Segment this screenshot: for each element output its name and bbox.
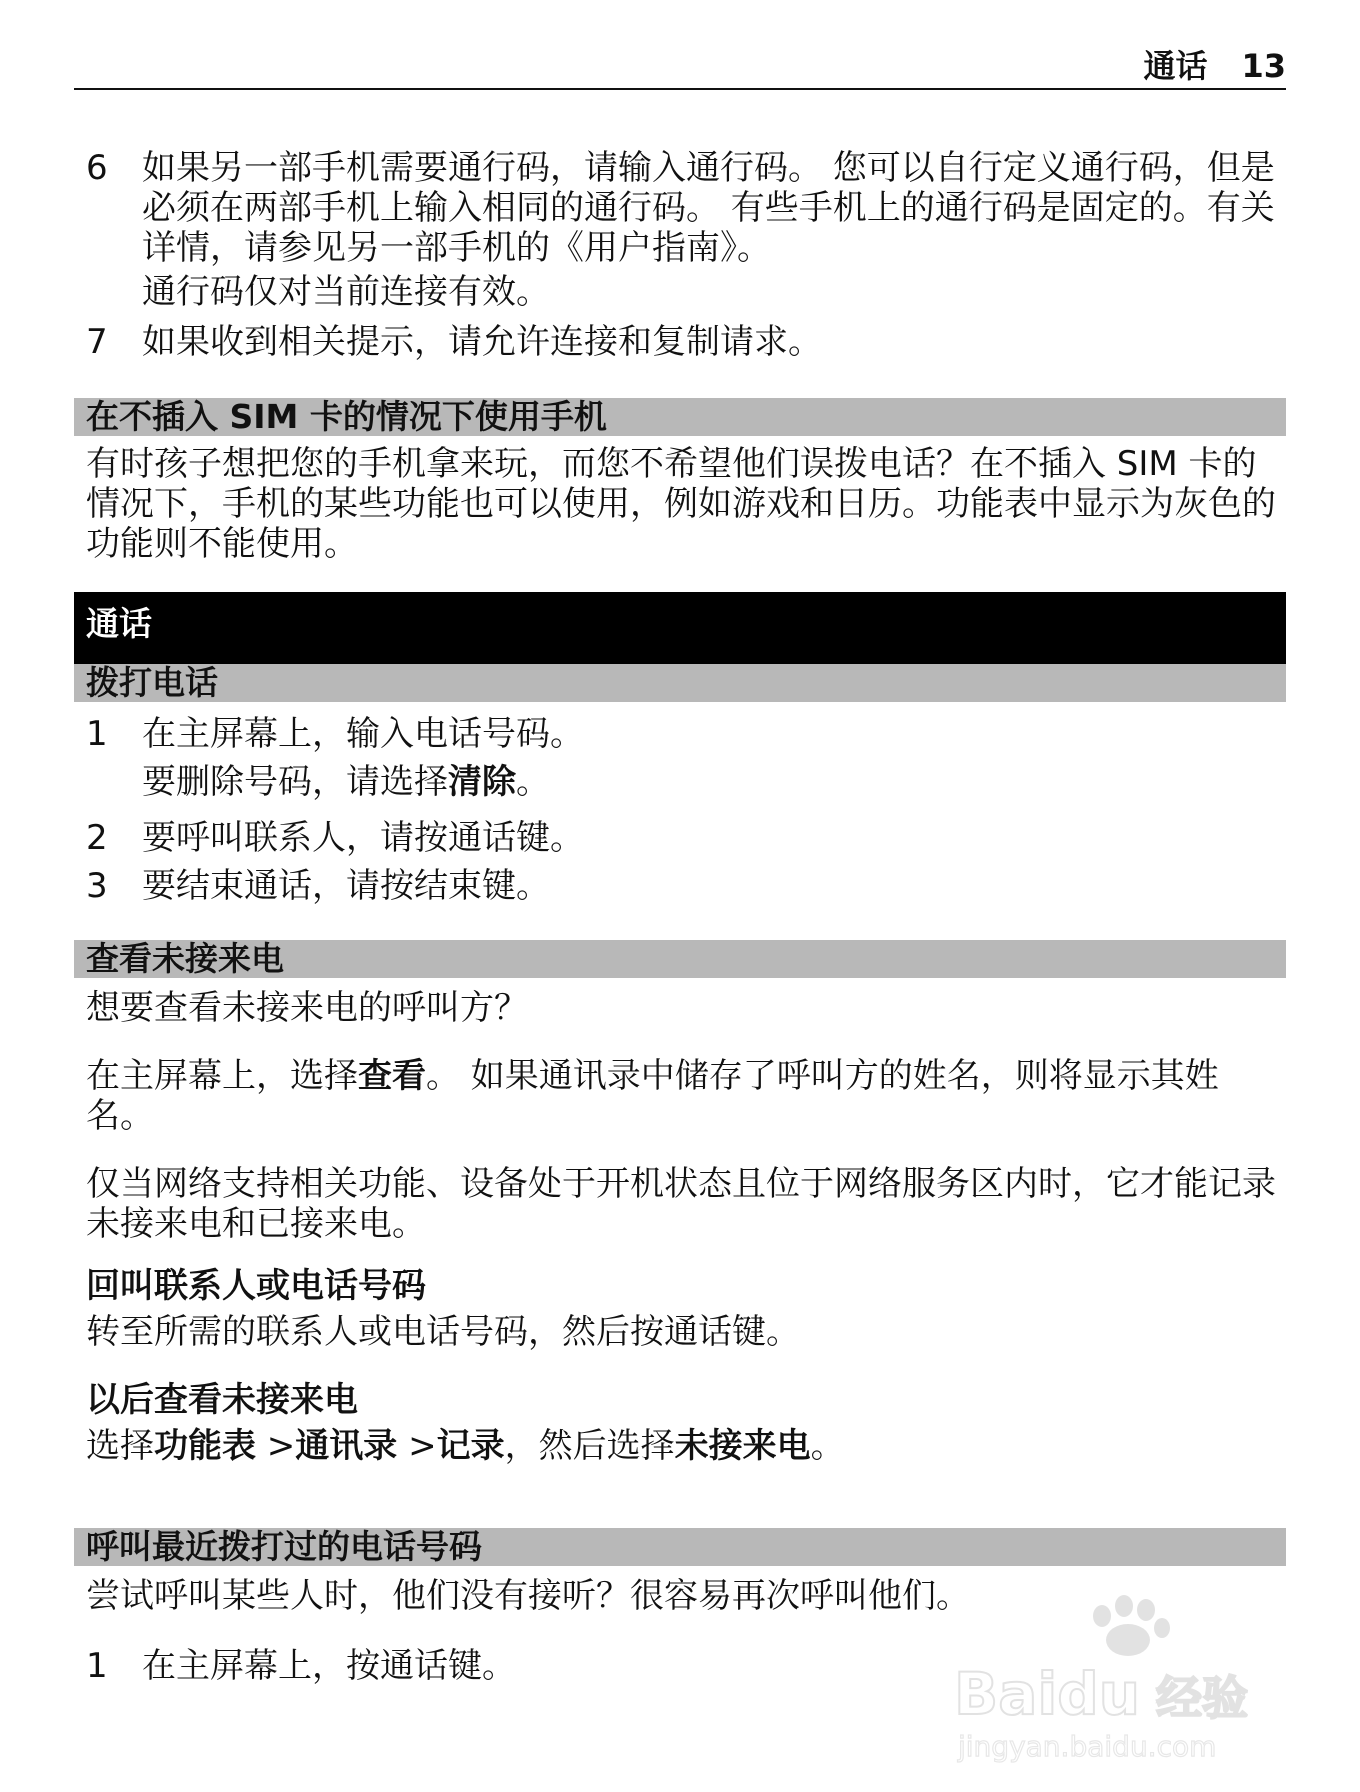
list-item (86, 148, 1286, 268)
step-text: 在主屏幕上，按通话键。 (142, 1646, 516, 1686)
paw-icon (1093, 1595, 1170, 1656)
passcode-note: 通行码仅对当前连接有效。 (142, 272, 550, 312)
contacts-option: 通讯录 (295, 1426, 398, 1466)
path-separator: > (256, 1426, 296, 1466)
step-number: 1 (86, 1646, 108, 1686)
list-item (86, 714, 1286, 754)
menu-option: 功能表 (154, 1426, 256, 1466)
later-pre: 选择 (86, 1426, 154, 1466)
path-separator: > (397, 1426, 437, 1466)
running-header (74, 46, 1286, 90)
step-text: 要呼叫联系人，请按通话键。 (142, 818, 584, 858)
watermark-url: jingyan.baidu.com (958, 1730, 1217, 1763)
brand-bai: Bai (954, 1660, 1058, 1728)
step-text: 要结束通话，请按结束键。 (142, 866, 550, 906)
view-pre: 在主屏幕上，选择 (86, 1056, 358, 1096)
delete-pre: 要删除号码，请选择 (142, 762, 448, 802)
section-heading-redial: 呼叫最近拨打过的电话号码 (74, 1528, 1286, 1566)
step-text: 如果另一部手机需要通行码，请输入通行码。 您可以自行定义通行码，但是必须在两部手机上输入相同的通行码。 有些手机上的通行码是固定的。有关详情，请参见另一部手机的《用户指南》。 (142, 148, 1275, 268)
header-title: 通话 (1143, 47, 1208, 85)
network-note: 仅当网络支持相关功能、设备处于开机状态且位于网络服务区内时，它才能记录未接来电和已接来电。 (86, 1164, 1276, 1244)
delete-post: 。 (516, 762, 550, 802)
later-mid: ，然后选择 (504, 1426, 675, 1466)
baidu-watermark (948, 1588, 1288, 1768)
section-heading-make-call: 拨打电话 (74, 664, 1286, 702)
log-option: 记录 (436, 1426, 505, 1466)
list-item (86, 322, 1286, 362)
subheading-call-back: 回叫联系人或电话号码 (86, 1266, 426, 1306)
list-item (86, 818, 1286, 858)
missed-intro: 想要查看未接来电的呼叫方？ (86, 988, 528, 1028)
missed-view-text (86, 1056, 1286, 1136)
section-heading-missed-calls: 查看未接来电 (74, 940, 1286, 978)
brand-du: du (1057, 1660, 1141, 1728)
list-item (86, 866, 1286, 906)
clear-option: 清除 (448, 762, 516, 802)
step-number: 2 (86, 818, 108, 858)
view-later-text (86, 1426, 1286, 1466)
step-number: 1 (86, 714, 108, 754)
svg-text:Baidu (954, 1660, 1140, 1728)
later-post: 。 (810, 1426, 845, 1466)
view-option: 查看 (358, 1056, 426, 1096)
no-sim-body: 有时孩子想把您的手机拿来玩，而您不希望他们误拨电话？在不插入 SIM 卡的情况下，手机的某些功能也可以使用，例如游戏和日历。功能表中显示为灰色的功能则不能使用。 (86, 444, 1276, 564)
step-text: 如果收到相关提示，请允许连接和复制请求。 (142, 322, 822, 362)
delete-number-note (142, 762, 1282, 802)
chapter-title: 通话 (74, 592, 1286, 664)
step-number: 3 (86, 866, 108, 906)
brand-cn: 经验 (1156, 1671, 1248, 1725)
step-number: 7 (86, 322, 108, 362)
missed-calls-option: 未接来电 (674, 1426, 811, 1466)
view-post: 。 如果通讯录中储存了呼叫方的姓名，则将显示其姓名。 (86, 1056, 1219, 1136)
step-text: 在主屏幕上，输入电话号码。 (142, 714, 584, 754)
section-heading-no-sim: 在不插入 SIM 卡的情况下使用手机 (74, 398, 1286, 436)
redial-intro: 尝试呼叫某些人时，他们没有接听？很容易再次呼叫他们。 (86, 1576, 970, 1616)
subheading-view-later: 以后查看未接来电 (86, 1380, 358, 1420)
call-back-text: 转至所需的联系人或电话号码，然后按通话键。 (86, 1312, 800, 1352)
page-number: 13 (1241, 47, 1286, 85)
step-number: 6 (86, 148, 108, 188)
